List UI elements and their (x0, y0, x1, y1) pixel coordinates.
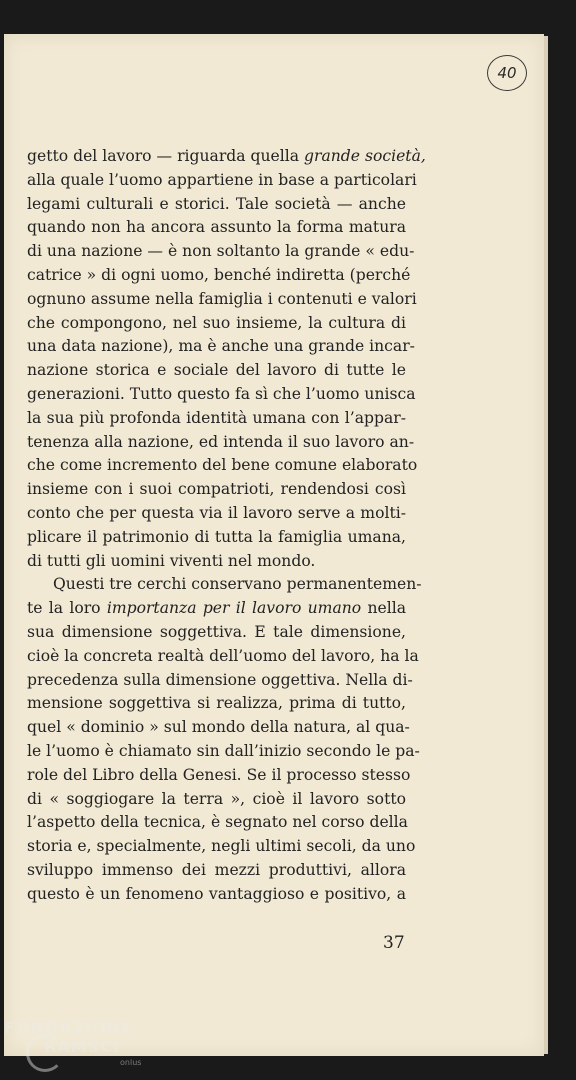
text-line: di « soggiogare la terra », cioè il lavoro sotto (27, 789, 406, 808)
text-line: quando non ha ancora assunto la forma matura (27, 218, 406, 237)
watermark-logo (4, 1018, 164, 1068)
text-line: che compongono, nel suo insieme, la cultura di (27, 313, 406, 332)
page-number: 37 (383, 933, 405, 953)
italic-phrase: importanza per il lavoro umano (106, 599, 362, 618)
page-edge (544, 36, 548, 1054)
text-line: di una nazione — è non soltanto la grande « edu- (27, 242, 415, 261)
text-line: storia e, specialmente, negli ultimi secoli, da uno (27, 837, 416, 856)
text-line: di tutti gli uomini viventi nel mondo. (27, 551, 316, 570)
text-line: la sua più profonda identità umana con l’appar- (27, 408, 406, 427)
text-line: che come incremento del bene comune elaborato (27, 456, 418, 475)
text-line: cioè la concreta realtà dell’uomo del lavoro, ha la (27, 646, 419, 665)
text-line: alla quale l’uomo appartiene in base a particolari (27, 170, 417, 189)
text-line: plicare il patrimonio di tutta la famiglia umana, (27, 527, 406, 546)
text-line: conto che per questa via il lavoro serve a molti- (27, 503, 406, 522)
text-line: Questi tre cerchi conservano permanentemen- (53, 575, 422, 594)
text-line: questo è un fenomeno vantaggioso e positivo, a (27, 884, 406, 903)
text-line: sviluppo immenso dei mezzi produttivi, allora (27, 860, 406, 879)
text-line: catrice » di ogni uomo, benché indiretta (perché (27, 265, 411, 284)
text-line: precedenza sulla dimensione oggettiva. Nella di- (27, 670, 413, 689)
text-line: mensione soggettiva si realizza, prima di tutto, (27, 694, 406, 713)
text-line: le l’uomo è chiamato sin dall’inizio secondo le pa- (27, 741, 420, 760)
text-line: insieme con i suoi compatrioti, rendendosi così (27, 480, 406, 499)
italic-phrase: grande società, (304, 147, 426, 165)
text-line: generazioni. Tutto questo fa sì che l’uomo unisca (27, 384, 416, 403)
text-line: tenenza alla nazione, ed intenda il suo lavoro an- (27, 432, 415, 451)
text-line: una data nazione), ma è anche una grande incar- (27, 337, 415, 356)
watermark-text: RAMSCI (44, 1037, 120, 1056)
text-line: te la loro importanza per il lavoro umano nella (27, 599, 406, 618)
watermark-text: FONDAZIONE (4, 1018, 134, 1037)
handwritten-page-number (487, 55, 527, 91)
text-line: legami culturali e storici. Tale società — anche (27, 194, 406, 213)
text-line: getto del lavoro — riguarda quella grande società, (27, 147, 426, 165)
text-line: sua dimensione soggettiva. E tale dimensione, (27, 622, 406, 641)
body-text (27, 145, 426, 907)
text-line: role del Libro della Genesi. Se il processo stesso (27, 765, 411, 784)
text-line: l’aspetto della tecnica, è segnato nel corso della (27, 813, 408, 832)
text-line: quel « dominio » sul mondo della natura, al qua- (27, 718, 410, 737)
text-line: ognuno assume nella famiglia i contenuti e valori (27, 289, 417, 308)
handwritten-number-text: 40 (497, 64, 517, 82)
text-line: nazione storica e sociale del lavoro di tutte le (27, 361, 406, 380)
watermark-suffix: onlus (120, 1058, 142, 1067)
